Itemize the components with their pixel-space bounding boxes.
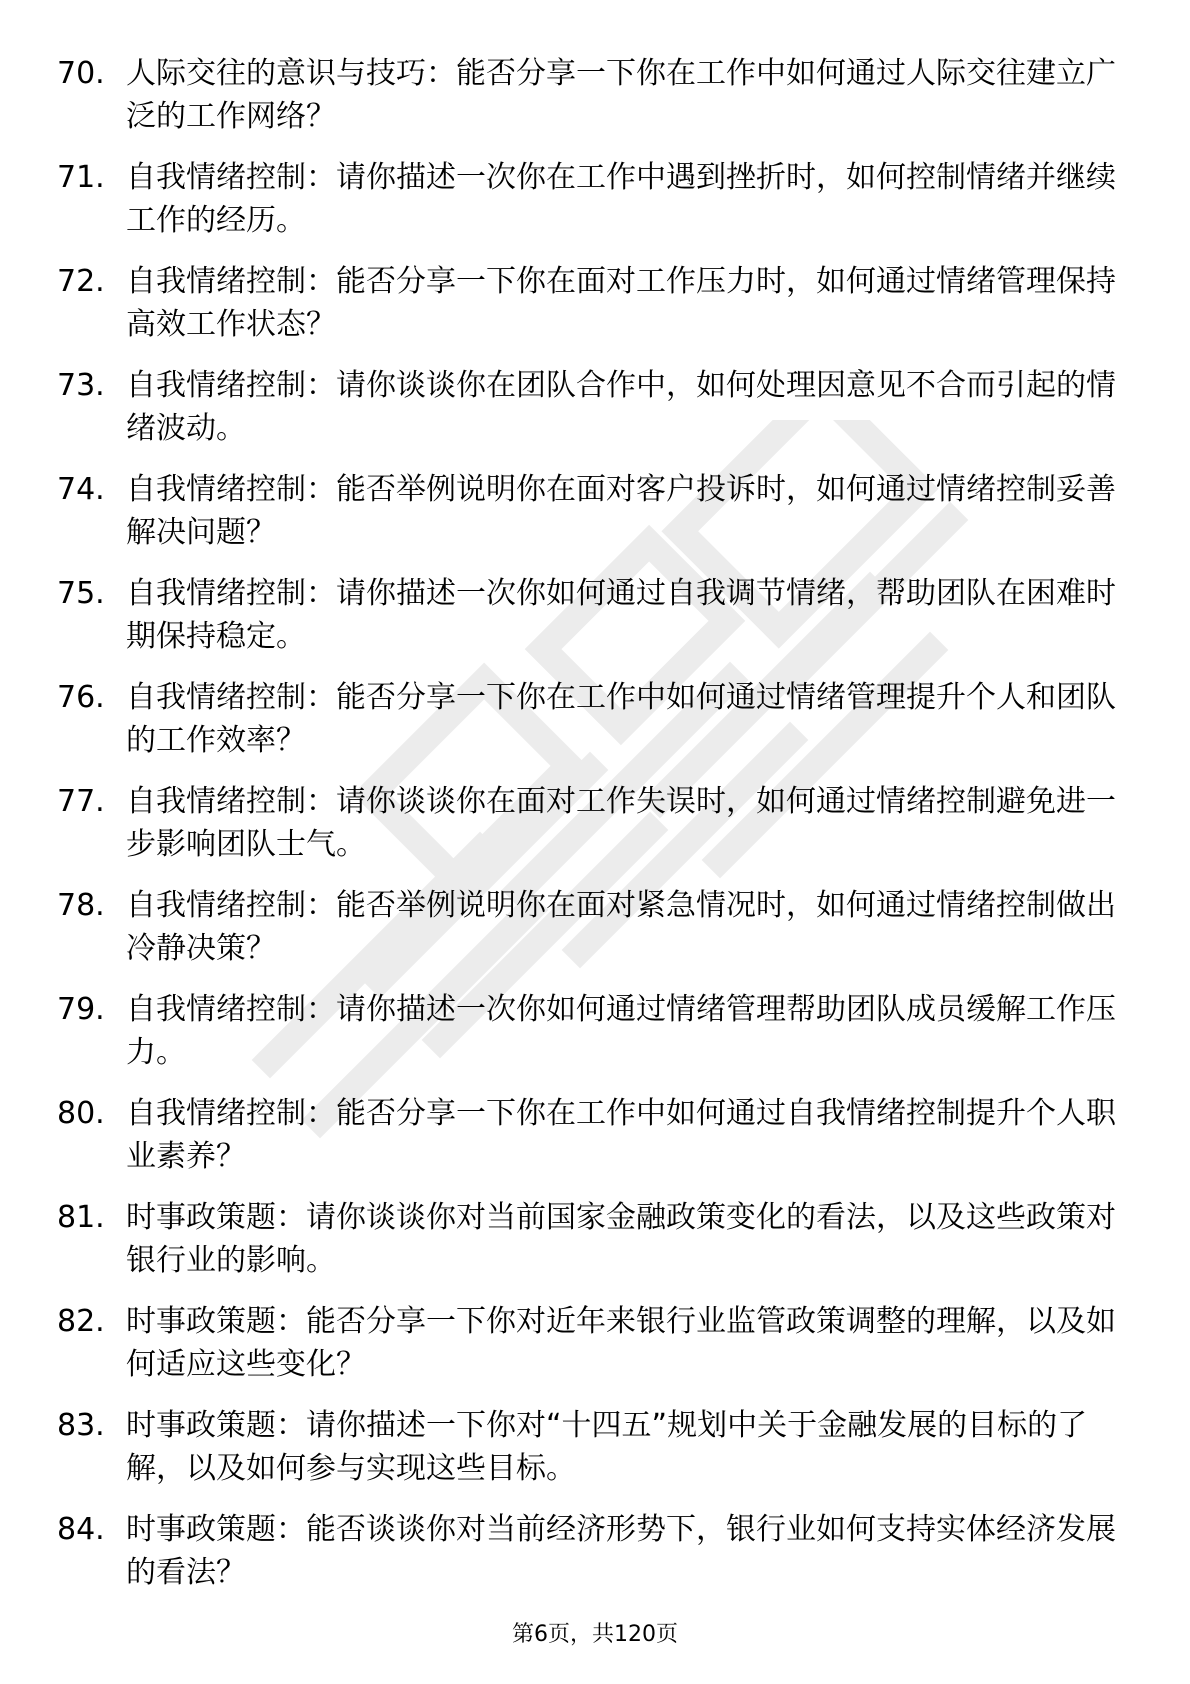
question-text: 人际交往的意识与技巧：能否分享一下你在工作中如何通过人际交往建立广泛的工作网络？ [126, 56, 1116, 134]
question-text: 时事政策题：请你描述一下你对“十四五”规划中关于金融发展的目标的了解，以及如何参与实现这些目标。 [126, 1408, 1088, 1486]
question-number: 82. [57, 1304, 105, 1339]
question-text: 自我情绪控制：能否分享一下你在面对工作压力时，如何通过情绪管理保持高效工作状态？ [126, 264, 1116, 342]
question-item [0, 1196, 1190, 1300]
question-text: 自我情绪控制：能否举例说明你在面对客户投诉时，如何通过情绪控制妥善解决问题？ [126, 472, 1116, 550]
question-number: 72. [57, 264, 105, 299]
question-item [0, 260, 1190, 364]
question-text: 时事政策题：能否谈谈你对当前经济形势下，银行业如何支持实体经济发展的看法？ [126, 1512, 1116, 1590]
question-text: 自我情绪控制：请你谈谈你在面对工作失误时，如何通过情绪控制避免进一步影响团队士气。 [126, 784, 1116, 862]
question-number: 75. [57, 576, 105, 611]
question-list [0, 52, 1190, 1612]
question-item [0, 468, 1190, 572]
question-item [0, 52, 1190, 156]
question-text: 自我情绪控制：能否分享一下你在工作中如何通过情绪管理提升个人和团队的工作效率？ [126, 680, 1116, 758]
question-text: 自我情绪控制：请你谈谈你在团队合作中，如何处理因意见不合而引起的情绪波动。 [126, 368, 1116, 446]
question-number: 83. [57, 1408, 105, 1443]
question-number: 71. [57, 160, 105, 195]
question-number: 76. [57, 680, 105, 715]
question-number: 77. [57, 784, 105, 819]
question-item [0, 1300, 1190, 1404]
question-number: 84. [57, 1512, 105, 1547]
question-item [0, 780, 1190, 884]
question-number: 78. [57, 888, 105, 923]
question-item [0, 676, 1190, 780]
page-footer: 第6页，共120页 [512, 1622, 678, 1647]
question-item [0, 1404, 1190, 1508]
question-item [0, 572, 1190, 676]
question-number: 80. [57, 1096, 105, 1131]
question-item [0, 1508, 1190, 1612]
question-text: 时事政策题：能否分享一下你对近年来银行业监管政策调整的理解，以及如何适应这些变化？ [126, 1304, 1116, 1382]
question-text: 自我情绪控制：能否举例说明你在面对紧急情况时，如何通过情绪控制做出冷静决策？ [126, 888, 1116, 966]
question-item [0, 884, 1190, 988]
question-text: 时事政策题：请你谈谈你对当前国家金融政策变化的看法，以及这些政策对银行业的影响。 [126, 1200, 1116, 1278]
question-number: 70. [57, 56, 105, 91]
question-item [0, 156, 1190, 260]
question-item [0, 1092, 1190, 1196]
question-text: 自我情绪控制：请你描述一次你如何通过自我调节情绪，帮助团队在困难时期保持稳定。 [126, 576, 1116, 654]
question-text: 自我情绪控制：请你描述一次你如何通过情绪管理帮助团队成员缓解工作压力。 [126, 992, 1116, 1070]
question-item [0, 364, 1190, 468]
question-number: 73. [57, 368, 105, 403]
question-text: 自我情绪控制：能否分享一下你在工作中如何通过自我情绪控制提升个人职业素养？ [126, 1096, 1116, 1174]
question-text: 自我情绪控制：请你描述一次你在工作中遇到挫折时，如何控制情绪并继续工作的经历。 [126, 160, 1116, 238]
question-number: 74. [57, 472, 105, 507]
question-item [0, 988, 1190, 1092]
question-number: 81. [57, 1200, 105, 1235]
question-number: 79. [57, 992, 105, 1027]
